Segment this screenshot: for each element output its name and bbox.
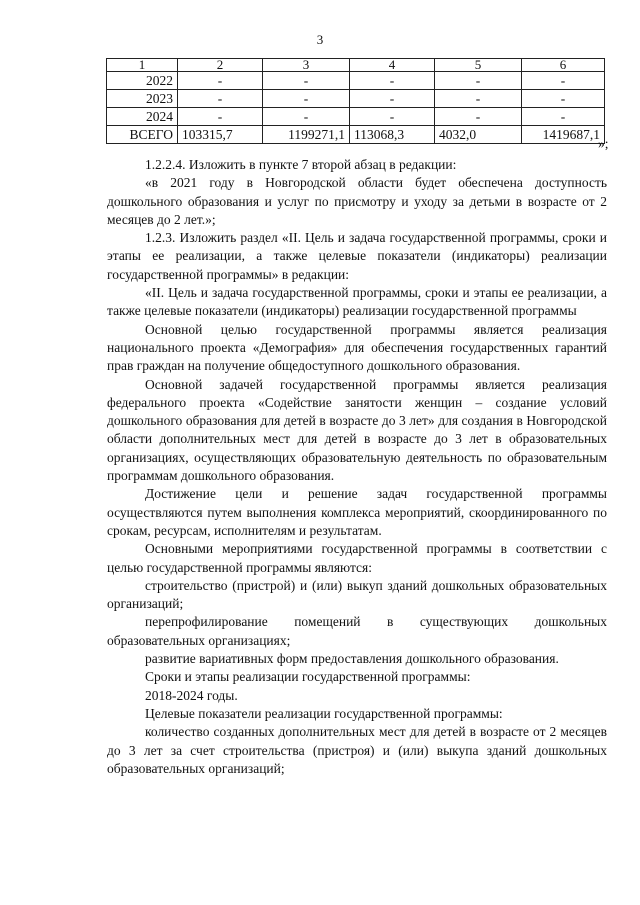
table-header-cell: 1: [107, 59, 178, 72]
table-cell: -: [178, 90, 263, 108]
table-cell: -: [178, 72, 263, 90]
paragraph-amendment-123: 1.2.3. Изложить раздел «II. Цель и задача государственной программы, сроки и этапы ее реализации, а также целевые показатели (индикаторы) реализации государственной программы» в редакции:: [107, 230, 607, 282]
paragraph-amendment-1224: 1.2.2.4. Изложить в пункте 7 второй абзац в редакции:: [145, 157, 457, 172]
table-total-row: [107, 126, 605, 144]
table-cell-year: 2022: [107, 72, 178, 90]
paragraph-activity-repurposing: перепрофилирование помещений в существующих дошкольных образовательных организациях;: [107, 614, 607, 648]
paragraph-activity-variative: развитие вариативных форм предоставления дошкольного образования.: [145, 651, 559, 667]
table-cell: -: [435, 72, 522, 90]
paragraph-section-heading: «II. Цель и задача государственной программы, сроки и этапы ее реализации, а также целевые показатели (индикаторы) реализации государственной программы: [107, 285, 607, 319]
table-total-cell: 103315,7: [178, 126, 263, 144]
table-total-label: ВСЕГО: [107, 126, 178, 144]
table-cell-year: 2023: [107, 90, 178, 108]
paragraph-main-goal: Основной целью государственной программы является реализация национального проекта «Демография» для обеспечения государственных гарантий прав граждан на получение общедоступного дошкольного образования.: [107, 321, 607, 374]
paragraph-main-activities: Основными мероприятиями государственной программы в соответствии с целью государственной программы являются:: [107, 541, 607, 575]
table-cell: -: [263, 72, 350, 90]
table-row: [107, 72, 605, 90]
paragraph-achievement: Достижение цели и решение задач государственной программы осуществляются путем выполнения комплекса мероприятий, скоординированного по срокам, ресурсам, исполнителям и результатам.: [107, 486, 607, 538]
table-cell: -: [435, 90, 522, 108]
paragraph-indicator-places: количество созданных дополнительных мест для детей в возрасте от 2 месяцев до 3 лет за счет строительства (пристроя) и (или) выкупа зданий дошкольных образовательных организаций;: [107, 724, 607, 776]
paragraph-quote-2021: «в 2021 году в Новгородской области будет обеспечена доступность дошкольного образования и услуг по присмотру и уходу за детьми в возрасте от 2 месяцев до 2 лет.»;: [107, 175, 607, 227]
table-cell: -: [263, 108, 350, 126]
table-row: [107, 90, 605, 108]
table-cell-year: 2024: [107, 108, 178, 126]
table-cell: -: [350, 90, 435, 108]
table-cell: -: [435, 108, 522, 126]
paragraph-terms-years: 2018-2024 годы.: [145, 687, 238, 703]
paragraph-main-task: Основной задачей государственной программы является реализация федерального проекта «Содействие занятости женщин – создание условий дошкольного образования для детей в возрасте до 3 лет» для создания в Новгородской области дополнительных мест для детей в возрасте до 3 лет в образовательных организациях, осуществляющих образовательную деятельность по образовательным программам дошкольного образования.: [107, 376, 607, 484]
paragraph-activity-construction: строительство (пристрой) и (или) выкуп зданий дошкольных образовательных организаций;: [107, 577, 607, 612]
table-header-cell: 4: [350, 59, 435, 72]
table-cell: -: [178, 108, 263, 126]
table-total-cell: 1419687,1: [522, 126, 605, 144]
table-cell: -: [522, 108, 605, 126]
table-cell: -: [522, 72, 605, 90]
table-row: [107, 108, 605, 126]
paragraph-indicators-heading: Целевые показатели реализации государственной программы:: [145, 705, 503, 721]
table-total-cell: 113068,3: [350, 126, 435, 144]
table-total-cell: 4032,0: [435, 126, 522, 144]
table-header-cell: 3: [263, 59, 350, 72]
body-text: [107, 156, 607, 778]
table-cell: -: [522, 90, 605, 108]
table-closing-quote: »;: [598, 136, 609, 151]
table-header-cell: 2: [178, 59, 263, 72]
table-cell: -: [263, 90, 350, 108]
budget-table: [106, 58, 605, 144]
table-header-cell: 6: [522, 59, 605, 72]
table-header-row: [107, 59, 605, 72]
table-header-cell: 5: [435, 59, 522, 72]
table-cell: -: [350, 72, 435, 90]
table-cell: -: [350, 108, 435, 126]
page-number: 3: [316, 32, 324, 47]
table-total-cell: 1199271,1: [263, 126, 350, 144]
paragraph-terms-heading: Сроки и этапы реализации государственной программы:: [145, 669, 471, 685]
